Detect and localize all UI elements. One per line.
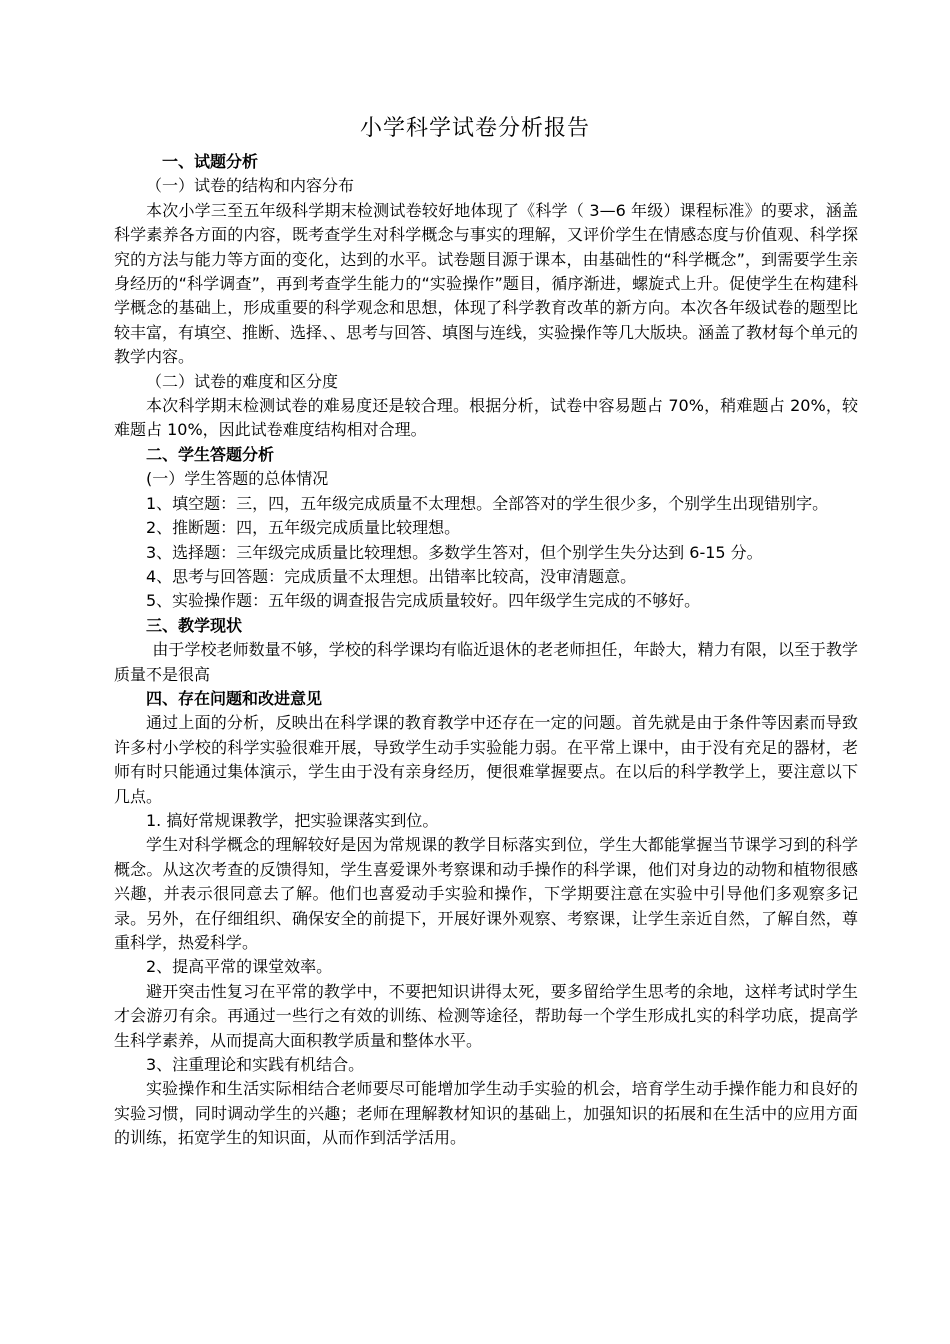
numbered-point: 1. 搞好常规课教学，把实验课落实到位。 (146, 810, 439, 830)
subsection-heading: (一）学生答题的总体情况 (146, 469, 329, 489)
section-heading: 四、存在问题和改进意见 (146, 688, 323, 708)
paragraph: 避开突击性复习在平常的教学中，不要把知识讲得太死，要多留给学生思考的余地，这样考试时学生才会游刃有余。再通过一些行之有效的训练、检测等途径，帮助每一个学生形成扎实的科学功底，提高学生科学素养，从而提高大面积教学质量和整体水平。 (114, 981, 858, 1050)
subsection-heading: （一）试卷的结构和内容分布 (146, 176, 355, 196)
list-item: 3、选择题：三年级完成质量比较理想。多数学生答对，但个别学生失分达到 6-15 分。 (146, 542, 763, 562)
paragraph: 由于学校老师数量不够，学校的科学课均有临近退休的老老师担任，年龄大，精力有限，以至于教学质量不是很高 (114, 640, 858, 684)
paragraph: 通过上面的分析，反映出在科学课的教育教学中还存在一定的问题。首先就是由于条件等因素而导致许多村小学校的科学实验很难开展，导致学生动手实验能力弱。在平常上课中，由于没有充足的器材，老师有时只能通过集体演示，学生由于没有亲身经历，便很难掌握要点。在以后的科学教学上，要注意以下几点。 (114, 713, 858, 806)
list-item: 2、推断题：四，五年级完成质量比较理想。 (146, 518, 461, 538)
numbered-point: 3、注重理论和实践有机结合。 (146, 1055, 365, 1075)
paragraph: 实验操作和生活实际相结合老师要尽可能增加学生动手实验的机会，培育学生动手操作能力和良好的实验习惯，同时调动学生的兴趣；老师在理解教材知识的基础上，加强知识的拓展和在生活中的应用方面的训练，拓宽学生的知识面，从而作到活学活用。 (114, 1079, 858, 1148)
paragraph: 本次小学三至五年级科学期末检测试卷较好地体现了《科学（ 3—6 年级）课程标准》的要求，涵盖科学素养各方面的内容，既考查学生对科学概念与事实的理解，又评价学生在情感态度与价值观、科学探究的方法与能力等方面的变化，达到的水平。试卷题目源于课本，由基础性的“科学概念”，到需要学生亲身经历的“科学调查”，再到考查学生能力的“实验操作”题目，循序渐进，螺旋式上升。促使学生在构建科学概念的基础上，形成重要的科学观念和思想，体现了科学教育改革的新方向。本次各年级试卷的题型比较丰富，有填空、推断、选择、、思考与回答、填图与连线，实验操作等几大版块。涵盖了教材每个单元的教学内容。 (114, 200, 859, 367)
list-item: 1、填空题：三，四，五年级完成质量不太理想。全部答对的学生很少多，个别学生出现错别字。 (146, 493, 829, 513)
paragraph: 学生对科学概念的理解较好是因为常规课的教学目标落实到位，学生大都能掌握当节课学习到的科学概念。从这次考查的反馈得知，学生喜爱课外考察课和动手操作的科学课，他们对身边的动物和植物很感兴趣，并表示很同意去了解。他们也喜爱动手实验和操作，下学期要注意在实验中引导他们多观察多记录。另外，在仔细组织、确保安全的前提下，开展好课外观察、考察课，让学生亲近自然，了解自然，尊重科学，热爱科学。 (114, 835, 858, 952)
list-item: 4、思考与回答题：完成质量不太理想。出错率比较高，没审清题意。 (146, 566, 637, 586)
section-heading: 三、教学现状 (146, 615, 243, 635)
document-title: 小学科学试卷分析报告 (359, 116, 590, 141)
section-heading: 一、试题分析 (162, 152, 259, 171)
paragraph: 本次科学期末检测试卷的难易度还是较合理。根据分析，试卷中容易题占 70%，稍难题占 20%，较难题占 10%，因此试卷难度结构相对合理。 (114, 396, 858, 440)
list-item: 5、实验操作题：五年级的调查报告完成质量较好。四年级学生完成的不够好。 (146, 591, 701, 611)
document-body (114, 150, 858, 1151)
subsection-heading: （二）试卷的难度和区分度 (146, 371, 339, 391)
section-heading: 二、学生答题分析 (146, 444, 275, 464)
numbered-point: 2、提高平常的课堂效率。 (146, 957, 333, 977)
